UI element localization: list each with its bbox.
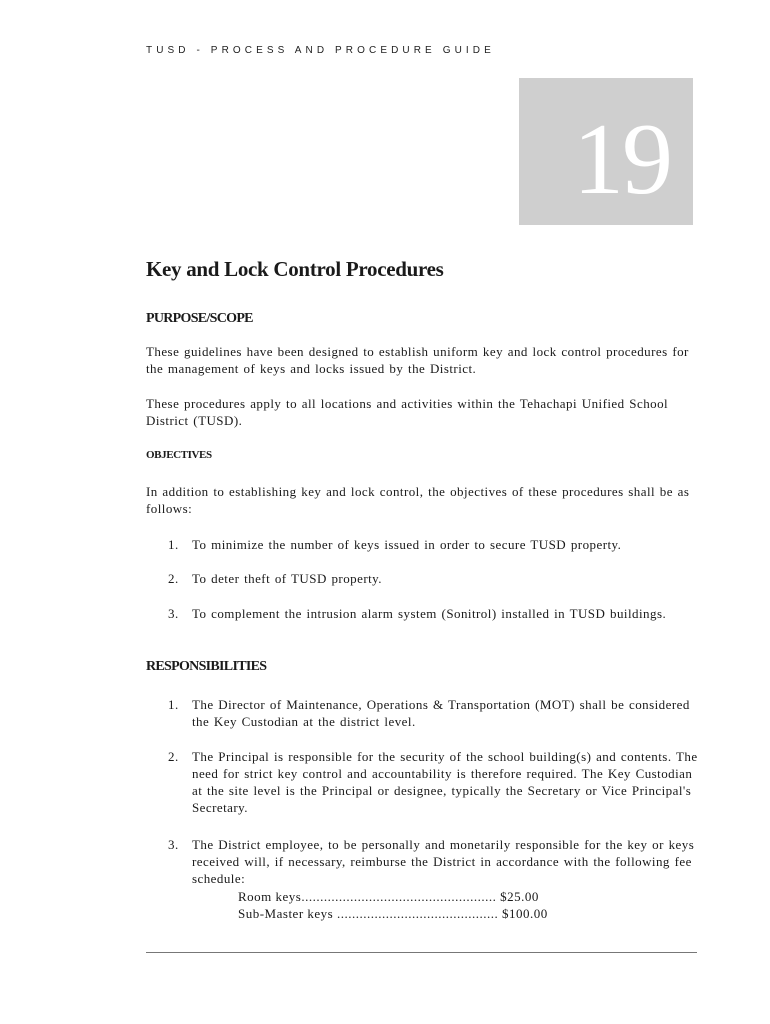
purpose-paragraph-1: These guidelines have been designed to establish uniform key and lock control procedures for the management of keys and locks issued by the District. — [146, 344, 689, 376]
list-item-number: 1. — [168, 697, 179, 712]
purpose-paragraph-2: These procedures apply to all locations and activities within the Tehachapi Unified School District (TUSD). — [146, 396, 669, 428]
list-item-text: The Principal is responsible for the security of the school building(s) and contents. The need for strict key control and accountability is therefore required. The Key Custodian at the site level is the Principal or designee, typically the Secretary or Vice Principal's Secretary. — [192, 749, 698, 815]
list-item — [168, 570, 698, 587]
list-item-number: 2. — [168, 749, 179, 764]
list-item-text: To minimize the number of keys issued in order to secure TUSD property. — [192, 537, 622, 552]
list-item-number: 3. — [168, 606, 179, 621]
list-item — [168, 748, 698, 816]
list-item — [168, 605, 698, 622]
fee-row — [238, 888, 539, 905]
fee-label: Sub-Master keys ........................................... — [238, 906, 499, 921]
list-item-number: 3. — [168, 837, 179, 852]
fee-label: Room keys.................................................... — [238, 889, 497, 904]
list-item-text: The Director of Maintenance, Operations & Transportation (MOT) shall be considered the Key Custodian at the district level. — [192, 697, 690, 729]
footer-divider — [146, 952, 697, 953]
list-item — [168, 696, 698, 730]
fee-row — [238, 905, 548, 922]
purpose-heading: PURPOSE/SCOPE — [146, 311, 253, 326]
running-header: TUSD - PROCESS AND PROCEDURE GUIDE — [146, 45, 495, 56]
list-item-text: The District employee, to be personally and monetarily responsible for the key or keys received will, if necessary, reimburse the District in accordance with the following fee schedule: — [192, 837, 695, 886]
list-item-text: To complement the intrusion alarm system (Sonitrol) installed in TUSD buildings. — [192, 606, 667, 621]
list-item — [168, 836, 698, 887]
chapter-number: 19 — [573, 103, 671, 216]
fee-amount: $25.00 — [500, 889, 539, 904]
list-item-text: To deter theft of TUSD property. — [192, 571, 382, 586]
responsibilities-heading: RESPONSIBILITIES — [146, 659, 267, 674]
chapter-number-box — [519, 78, 693, 225]
objectives-heading: OBJECTIVES — [146, 449, 212, 461]
list-item — [168, 536, 698, 553]
objectives-intro: In addition to establishing key and lock control, the objectives of these procedures shall be as follows: — [146, 484, 690, 516]
list-item-number: 2. — [168, 571, 179, 586]
list-item-number: 1. — [168, 537, 179, 552]
fee-amount: $100.00 — [502, 906, 548, 921]
page-title: Key and Lock Control Procedures — [146, 257, 444, 281]
